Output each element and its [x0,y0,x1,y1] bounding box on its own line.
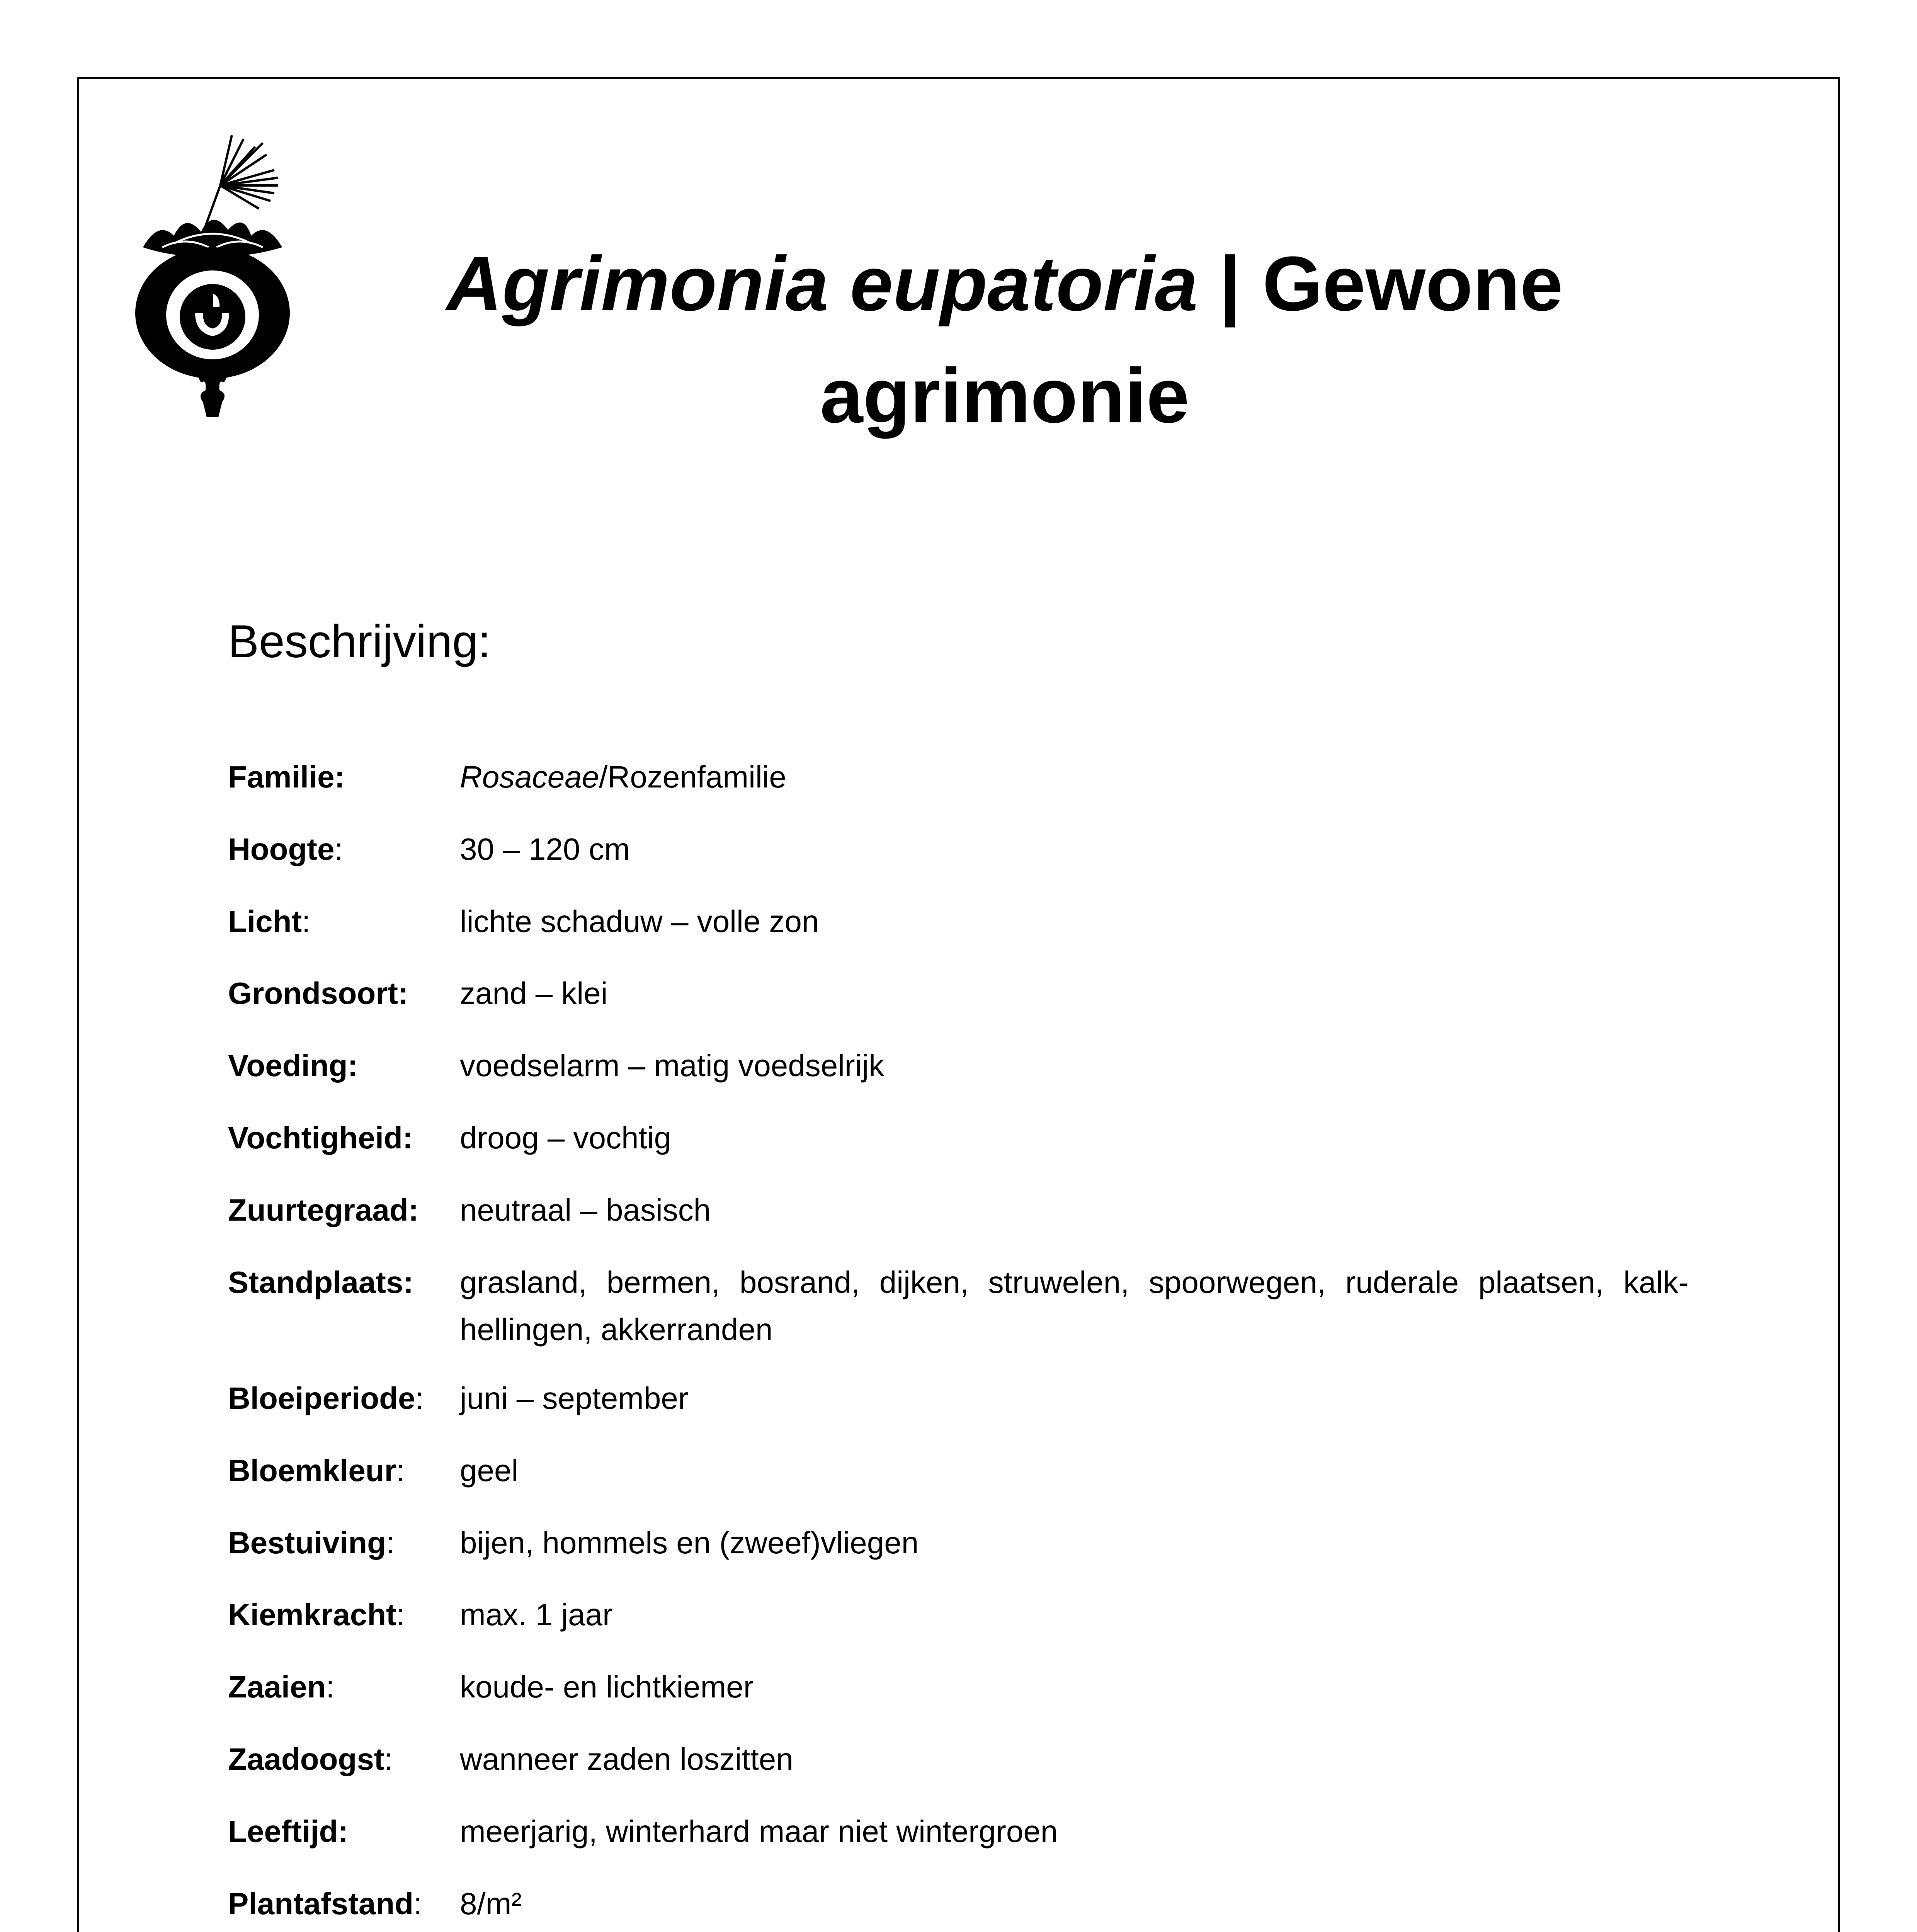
field-row [228,1114,1689,1162]
field-label-bold: Standplaats: [228,1265,414,1299]
field-label-colon: : [396,1597,405,1632]
field-label [228,1808,460,1855]
field-label [228,1114,460,1162]
poppy-seed-head-logo-icon [128,131,298,417]
field-row [228,1663,1689,1711]
field-value [460,1187,1689,1234]
field-value-text: wanneer zaden loszitten [460,1742,793,1776]
field-value [460,1880,1689,1927]
field-label-bold: Grondsoort: [228,976,408,1010]
field-row [228,753,1689,801]
field-value-text: grasland, bermen, bosrand, dijken, struwelen, spoorwegen, ruderale plaatsen, kalk-hellingen, akkerranden [460,1265,1689,1347]
field-value [460,1259,1689,1353]
field-label [228,826,460,873]
field-label-bold: Bestuiving [228,1526,386,1560]
field-value-text: 8/m² [460,1886,522,1921]
field-value [460,1663,1689,1711]
field-value-text: 30 – 120 cm [460,832,630,866]
field-label-bold: Bloeiperiode [228,1381,415,1415]
field-label-colon: : [326,1670,335,1704]
field-value [460,1519,1689,1566]
field-value-italic: Rosaceae [460,760,599,794]
field-row [228,1042,1689,1089]
common-name: Gewone agrimonie [820,241,1563,439]
field-value-text: juni – september [460,1381,689,1415]
field-value [460,826,1689,873]
page-title [348,228,1662,452]
field-row [228,1375,1689,1422]
field-label [228,1591,460,1638]
field-value-text: lichte schaduw – volle zon [460,904,819,939]
field-label [228,1519,460,1566]
field-row [228,970,1689,1017]
field-value [460,898,1689,945]
field-value [460,1808,1689,1855]
field-label-colon: : [413,1886,422,1921]
field-value [460,1736,1689,1783]
field-label [228,753,460,801]
field-label [228,1042,460,1089]
field-row [228,1259,1689,1353]
field-label-bold: Zaadoogst [228,1742,384,1776]
field-row [228,1808,1689,1855]
scientific-name: Agrimonia eupatoria [446,241,1198,327]
field-value-text: droog – vochtig [460,1121,672,1155]
field-label [228,1375,460,1422]
field-label-bold: Zaaien [228,1670,326,1704]
field-row [228,826,1689,873]
field-value-text: max. 1 jaar [460,1597,613,1632]
field-label [228,1880,460,1927]
field-label [228,1736,460,1783]
title-separator: | [1219,241,1241,327]
field-label-bold: Hoogte [228,832,335,866]
field-label [228,1259,460,1306]
field-value-text: zand – klei [460,976,608,1010]
field-value [460,1591,1689,1638]
section-heading-text: Beschrijving [228,616,478,667]
field-value-text: voedselarm – matig voedselrijk [460,1048,885,1083]
section-heading-colon: : [478,616,491,667]
field-row [228,1187,1689,1234]
field-label-bold: Leeftijd: [228,1814,349,1849]
field-value [460,970,1689,1017]
field-row [228,1591,1689,1638]
field-value-text: neutraal – basisch [460,1193,711,1227]
field-label-colon: : [384,1742,393,1776]
field-label-bold: Zuurtegraad: [228,1193,419,1227]
field-row [228,1447,1689,1494]
section-heading [228,611,491,672]
field-row [228,1880,1689,1927]
field-label-bold: Vochtigheid: [228,1121,413,1155]
field-row [228,1736,1689,1783]
field-label-colon: : [396,1453,405,1488]
field-label-bold: Plantafstand [228,1886,414,1921]
field-value [460,753,1689,801]
field-label [228,898,460,945]
field-value-text: koude- en lichtkiemer [460,1670,754,1704]
field-value-text: meerjarig, winterhard maar niet wintergroen [460,1814,1058,1849]
field-value-text: /Rozenfamilie [599,760,786,794]
field-label-bold: Licht [228,904,302,939]
field-value [460,1042,1689,1089]
field-value-text: geel [460,1453,519,1488]
field-label-bold: Kiemkracht [228,1597,396,1632]
field-label-colon: : [386,1526,395,1560]
field-label-bold: Bloemkleur [228,1453,396,1488]
field-row [228,1519,1689,1566]
field-label-colon: : [334,832,343,866]
field-label-bold: Voeding: [228,1048,358,1083]
field-label-colon: : [302,904,311,939]
field-label-bold: Familie: [228,760,345,794]
field-value [460,1114,1689,1162]
field-value [460,1447,1689,1494]
field-value-text: bijen, hommels en (zweef)vliegen [460,1526,919,1560]
field-label [228,970,460,1017]
field-label-colon: : [415,1381,424,1415]
field-row [228,898,1689,945]
field-label [228,1663,460,1711]
field-label [228,1187,460,1234]
field-label [228,1447,460,1494]
field-value [460,1375,1689,1422]
